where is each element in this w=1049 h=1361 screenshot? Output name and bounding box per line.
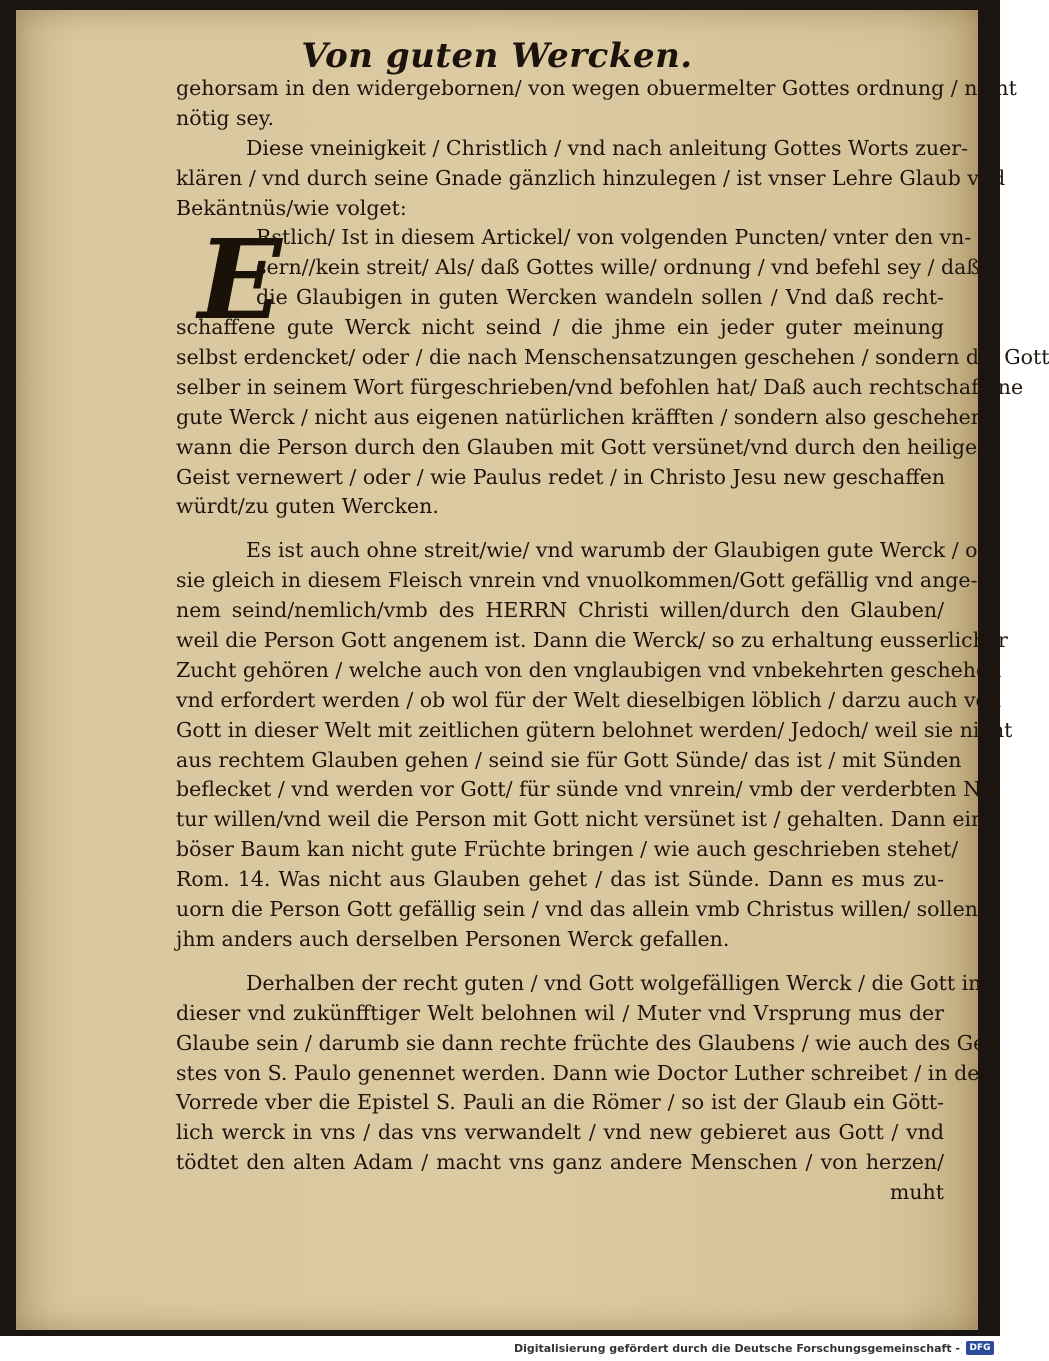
dfg-logo: DFG (966, 1341, 994, 1355)
text-line: klären / vnd durch seine Gnade gänzlich hinzulegen / ist vnser Lehre Glaub vnd (176, 165, 1006, 190)
text-line: Geist vernewert / oder / wie Paulus redet / in Christo Jesu new geschaffen (176, 464, 946, 489)
footer-credit: Digitalisierung gefördert durch die Deutsche Forschungsgemeinschaft - (513, 1342, 960, 1355)
text-line: gehorsam in den widergebornen/ von wegen obuermelter Gottes ordnung / nicht (176, 76, 1017, 100)
text-line: Rstlich/ Ist in diesem Artickel/ von volgenden Puncten/ vnter den vn- (256, 225, 972, 250)
text-line: Gott in dieser Welt mit zeitlichen gütern belohnet werden/ Jedoch/ weil sie nicht (176, 717, 1013, 742)
body-text (176, 74, 1049, 1208)
text-line: Bekäntnüs/wie volget: (176, 195, 407, 220)
text-line: Es ist auch ohne streit/wie/ vnd warumb der Glaubigen gute Werck / ob (246, 538, 991, 563)
text-line: sern//kein streit/ Als/ daß Gottes wille/ ordnung / vnd befehl sey / daß (256, 255, 981, 280)
page-header: Von guten Wercken. (301, 36, 693, 76)
text-line: nem seind/nemlich/vmb des HERRN Christi willen/durch den Glauben/ (176, 598, 944, 623)
text-line: Vorrede vber die Epistel S. Pauli an die Römer / so ist der Glaub ein Gött- (176, 1090, 944, 1115)
text-line: aus rechtem Glauben gehen / seind sie für Gott Sünde/ das ist / mit Sünden (176, 747, 962, 772)
drop-cap: E (198, 215, 282, 344)
paragraph-gap (176, 522, 944, 536)
text-line: die Glaubigen in guten Wercken wandeln sollen / Vnd daß recht- (256, 285, 944, 310)
text-line: tödtet den alten Adam / macht vns ganz andere Menschen / von herzen/ (176, 1150, 944, 1175)
text-line: nötig sey. (176, 105, 275, 130)
text-line: wann die Person durch den Glauben mit Gott versünet/vnd durch den heiligen (176, 434, 991, 459)
text-line: Glaube sein / darumb sie dann rechte früchte des Glaubens / wie auch des Gei- (176, 1030, 999, 1055)
text-line: würdt/zu guten Wercken. (176, 494, 439, 519)
text-line: lich werck in vns / das vns verwandelt / vnd new gebieret aus Gott / vnd (176, 1120, 944, 1145)
text-line: selbst erdencket/ oder / die nach Menschensatzungen geschehen / sondern die Gott (176, 345, 1049, 370)
paragraph-gap (176, 955, 944, 969)
text-line: vnd erfordert werden / ob wol für der Welt dieselbigen löblich / darzu auch von (176, 687, 1002, 712)
text-line: weil die Person Gott angenem ist. Dann die Werck/ so zu erhaltung eusserlicher (176, 628, 1008, 653)
text-line: dieser vnd zukünfftiger Welt belohnen wil / Muter vnd Vrsprung mus der (176, 1000, 944, 1025)
text-line: gute Werck / nicht aus eigenen natürlichen kräfften / sondern also geschehen/ (176, 404, 991, 429)
text-line: Derhalben der recht guten / vnd Gott wolgefälligen Werck / die Gott in (246, 970, 982, 995)
text-line: Diese vneinigkeit / Christlich / vnd nach anleitung Gottes Worts zuer- (246, 135, 968, 160)
text-line: Rom. 14. Was nicht aus Glauben gehet / das ist Sünde. Dann es mus zu- (176, 867, 944, 892)
text-line: Zucht gehören / welche auch von den vnglaubigen vnd vnbekehrten geschehen (176, 657, 1002, 682)
text-line: schaffene gute Werck nicht seind / die jhme ein jeder guter meinung (176, 315, 944, 340)
text-line: stes von S. Paulo genennet werden. Dann wie Doctor Luther schreibet / in der (176, 1060, 990, 1085)
text-line: böser Baum kan nicht gute Früchte bringen / wie auch geschrieben stehet/ (176, 837, 959, 862)
text-line: uorn die Person Gott gefällig sein / vnd das allein vmb Christus willen/ sollen (176, 897, 978, 922)
text-line: tur willen/vnd weil die Person mit Gott nicht versünet ist / gehalten. Dann ein (176, 807, 985, 832)
text-line: selber in seinem Wort fürgeschrieben/vnd befohlen hat/ Daß auch rechtschaffene (176, 374, 1024, 399)
text-line: sie gleich in diesem Fleisch vnrein vnd vnuolkommen/Gott gefällig vnd ange- (176, 568, 978, 593)
text-line: beflecket / vnd werden vor Gott/ für sünde vnd vnrein/ vmb der verderbten Na- (176, 777, 1001, 802)
catchword: muht (889, 1180, 944, 1205)
text-line: jhm anders auch derselben Personen Werck gefallen. (176, 926, 730, 951)
